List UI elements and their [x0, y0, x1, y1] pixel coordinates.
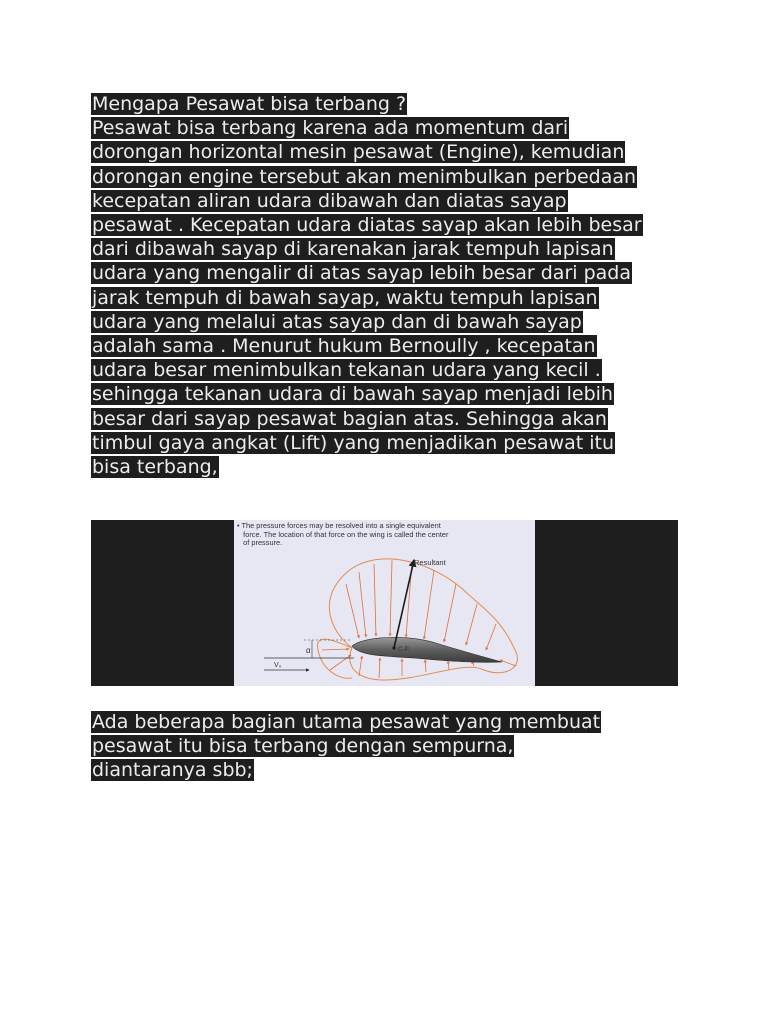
text-line: pesawat . Kecepatan udara diatas sayap akan lebih besar: [92, 214, 642, 237]
text-line: kecepatan aliran udara dibawah dan diatas sayap: [92, 189, 567, 212]
wing-pressure-diagram: [234, 520, 535, 686]
airfoil-icon: [352, 637, 502, 662]
text-line: sehingga tekanan udara di bawah sayap menjadi lebih: [92, 383, 613, 406]
text-line: timbul gaya angkat (Lift) yang menjadikan pesawat itu: [92, 431, 615, 454]
text-line: bisa terbang,: [92, 456, 218, 479]
caption-line: force. The location of that force on the wing is called the center: [237, 529, 449, 539]
text-line: Ada beberapa bagian utama pesawat yang membuat: [92, 711, 601, 733]
text-line: diantaranya sbb;: [92, 759, 253, 782]
angle-label: α: [306, 646, 311, 655]
resultant-force-arrow: [394, 560, 414, 648]
text-line: udara yang melalui atas sayap dan di bawah sayap: [92, 310, 582, 333]
text-line: udara besar menimbulkan tekanan udara yang kecil .: [92, 359, 601, 382]
cp-label: C.P.: [398, 646, 410, 653]
text-line: dari dibawah sayap di karenakan jarak tempuh lapisan: [92, 238, 614, 261]
text-line: jarak tempuh di bawah sayap, waktu tempuh lapisan: [92, 286, 598, 309]
caption-line: • The pressure forces may be resolved into a single equivalent: [237, 521, 441, 530]
text-line: dorongan horizontal mesin pesawat (Engine), kemudian: [92, 141, 625, 164]
parts-intro-paragraph: [91, 710, 691, 783]
text-line: besar dari sayap pesawat bagian atas. Sehingga akan: [92, 407, 607, 430]
text-line: adalah sama . Menurut hukum Bernoully , kecepatan: [92, 335, 596, 358]
velocity-label: V₀: [274, 662, 282, 669]
text-line: pesawat itu bisa terbang dengan sempurna,: [92, 735, 514, 758]
resultant-label: Resultant: [414, 558, 446, 567]
text-line: dorongan engine tersebut akan menimbulkan perbedaan: [92, 165, 637, 188]
caption-line: of pressure.: [237, 538, 283, 548]
pressure-envelope-front: [317, 639, 352, 678]
text-line: Pesawat bisa terbang karena ada momentum dari: [92, 117, 569, 140]
center-of-pressure-point: [392, 646, 395, 649]
paragraph-title-line: Mengapa Pesawat bisa terbang ?: [92, 93, 407, 115]
text-line: udara yang mengalir di atas sayap lebih besar dari pada: [92, 262, 631, 285]
pressure-distribution-svg: [234, 520, 535, 686]
intro-paragraph: [91, 92, 691, 479]
